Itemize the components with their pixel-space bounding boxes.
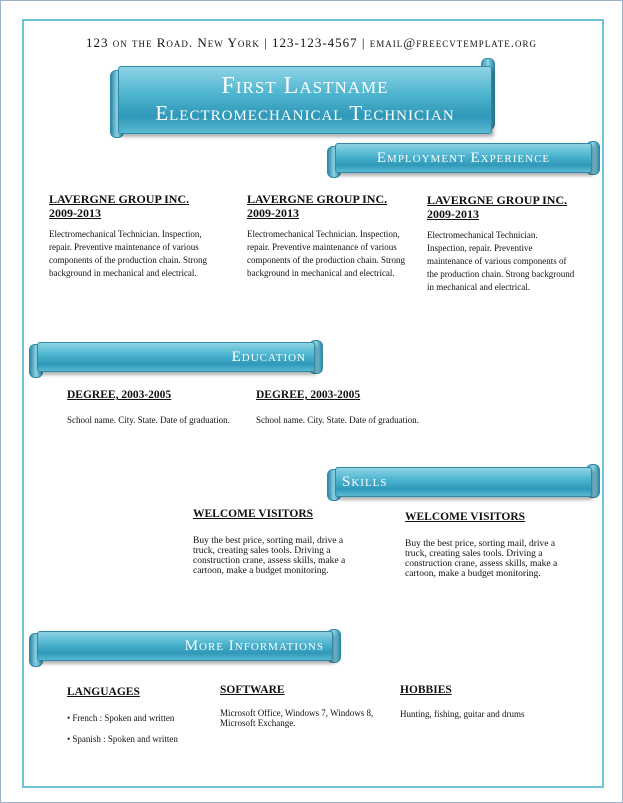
language-item-2: • Spanish : Spoken and written (67, 734, 178, 744)
employment-desc-1: Electromechanical Technician. Inspection, repair. Preventive maintenance of various components of the production chain. Strong background in mechanical and electrical. (49, 229, 207, 278)
employment-company-2: LAVERGNE GROUP INC. (247, 192, 388, 206)
education-banner (37, 342, 315, 372)
inner-frame (22, 19, 604, 788)
software-title: SOFTWARE (220, 684, 285, 696)
education-detail-2: School name. City. State. Date of graduation. (256, 415, 419, 425)
contact-line: 123 on the Road. New York | 123-123-4567 | email@freecvtemplate.org (85, 35, 538, 50)
employment-banner (335, 143, 592, 173)
employment-desc-3: Electromechanical Technician. Inspection, repair. Preventive maintenance of various components of the production chain. Strong background in mechanical and electrical. (427, 230, 575, 292)
skills-text-2: Buy the best price, sorting mail, drive a truck, creating sales tools. Driving a construction crane, assess skills, make a cartoon, make a budget monitoring. (405, 539, 558, 579)
employment-years-2: 2009-2013 (247, 206, 299, 220)
title-banner (118, 66, 492, 134)
more-banner (37, 631, 333, 661)
education-heading: Education (231, 349, 306, 365)
employment-company-3: LAVERGNE GROUP INC. (427, 193, 568, 207)
education-detail-1: School name. City. State. Date of graduation. (67, 415, 230, 425)
skills-text-1: Buy the best price, sorting mail, drive a truck, creating sales tools. Driving a construction crane, assess skills, make a cartoon, make a budget monitoring. (193, 536, 346, 576)
skills-title-2: WELCOME VISITORS (405, 511, 526, 523)
software-text: Microsoft Office, Windows 7, Windows 8, Microsoft Exchange. (220, 708, 374, 728)
employment-years-3: 2009-2013 (427, 207, 479, 221)
employment-years-1: 2009-2013 (49, 206, 101, 220)
education-degree-2: DEGREE, 2003-2005 (256, 389, 361, 401)
skills-heading: Skills (342, 474, 388, 490)
resume-name: First Lastname (221, 73, 389, 99)
skills-title-1: WELCOME VISITORS (193, 508, 314, 520)
employment-desc-2: Electromechanical Technician. Inspection, repair. Preventive maintenance of various components of the production chain. Strong background in mechanical and electrical. (247, 229, 405, 278)
hobbies-title: HOBBIES (400, 684, 452, 696)
employment-heading: Employment Experience (376, 150, 551, 166)
hobbies-text: Hunting, fishing, guitar and drums (400, 709, 525, 719)
resume-role: Electromechanical Technician (155, 101, 455, 125)
education-degree-1: DEGREE, 2003-2005 (67, 389, 172, 401)
employment-company-1: LAVERGNE GROUP INC. (49, 192, 190, 206)
more-heading: More Informations (184, 638, 324, 654)
language-item-1: • French : Spoken and written (67, 713, 175, 723)
languages-title: LANGUAGES (67, 686, 140, 698)
skills-banner (335, 467, 592, 497)
